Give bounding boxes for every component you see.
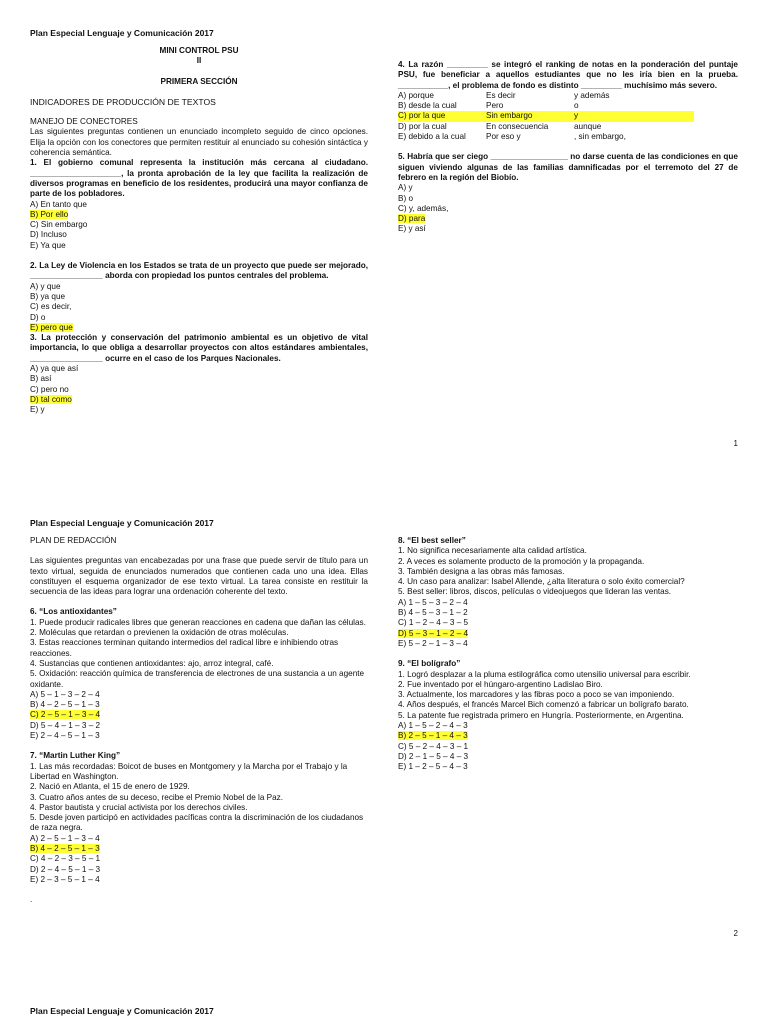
question-9-statement: 3. Actualmente, los marcadores y las fibras poco a poco se van imponiendo.: [398, 690, 675, 700]
option-text: C) 4 – 2 – 3 – 5 – 1: [30, 854, 101, 864]
option-text: A) y que: [30, 281, 61, 291]
question-5-stem: 5. Habría que ser ciego _________________ no darse cuenta de las condiciones en que siguen viviendo algunas de las familias damnificadas por el terremoto del 27 de febrero en la región del Biobío.: [398, 152, 738, 182]
question-5-option: [398, 194, 738, 204]
question-8-statement: 5. Best seller: libros, discos, películas o videojuegos que lideran las ventas.: [398, 587, 672, 597]
question-7-option: [30, 875, 368, 885]
option-text: A) 2 – 5 – 1 – 3 – 4: [30, 833, 100, 843]
option-text: D) para: [398, 214, 426, 224]
page-header: Plan Especial Lenguaje y Comunicación 2017: [30, 1006, 214, 1016]
question-list: [30, 158, 368, 415]
indicators-title: INDICADORES DE PRODUCCIÓN DE TEXTOS: [30, 96, 216, 107]
right-column: [398, 536, 738, 773]
question-4-option-cell: A) porque: [398, 90, 434, 100]
question-8-title: 8. “El best seller”: [398, 536, 466, 545]
question-8-option: [398, 608, 738, 618]
question-2-option: [30, 313, 368, 323]
plan-intro: Las siguientes preguntas van encabezadas por una frase que puede servir de título para un texto virtual, seguida de enunciados numerados que contienen cada uno una idea. Ellas constituyen el esquema organizador de ese texto virtual. La tarea consiste en restituir la secuencia de las ideas para lograr una ordenación coherente del texto.: [30, 556, 368, 597]
option-text: E) 2 – 4 – 5 – 1 – 3: [30, 731, 100, 741]
page-3: [0, 1000, 768, 1024]
doc-roman: II: [196, 56, 202, 66]
question-6-option: [30, 690, 368, 700]
option-text: B) ya que: [30, 291, 66, 301]
question-8-statement: 2. A veces es solamente producto de la promoción y la propaganda.: [398, 556, 645, 566]
option-text: C) 5 – 2 – 4 – 3 – 1: [398, 741, 469, 751]
question-9-option: [398, 731, 738, 741]
question-9-option: [398, 742, 738, 752]
option-text: E) 5 – 2 – 1 – 3 – 4: [398, 638, 468, 648]
question-3-option: [30, 385, 368, 395]
question-2: [30, 251, 368, 333]
manejo-title: MANEJO DE CONECTORES: [30, 117, 138, 127]
question-1-option: [30, 200, 368, 210]
question-8-option: [398, 618, 738, 628]
option-text: A) 1 – 5 – 2 – 4 – 3: [398, 721, 468, 731]
question-1-option: [30, 230, 368, 240]
option-text: E) Ya que: [30, 240, 66, 250]
question-7-statement: 2. Nació en Atlanta, el 15 de enero de 1929.: [30, 782, 190, 792]
question-8-option: [398, 629, 738, 639]
question-1-option: [30, 210, 368, 220]
question-8-option: [398, 598, 738, 608]
question-1-option: [30, 241, 368, 251]
question-9-option: [398, 752, 738, 762]
page-number: 2: [733, 929, 738, 938]
question-6-statement: 1. Puede producir radicales libres que generan reacciones en cadena que dañan las células.: [30, 617, 366, 627]
option-text: D) 5 – 3 – 1 – 2 – 4: [398, 628, 469, 638]
question-7-option: [30, 865, 368, 875]
option-text: D) 2 – 4 – 5 – 1 – 3: [30, 864, 101, 874]
option-text: B) Por ello: [30, 209, 69, 219]
page-header: Plan Especial Lenguaje y Comunicación 2017: [30, 518, 214, 528]
question-4-option-cell: aunque: [574, 121, 602, 131]
option-text: C) 1 – 2 – 4 – 3 – 5: [398, 618, 469, 628]
question-9-option: [398, 721, 738, 731]
option-text: B) 4 – 2 – 5 – 1 – 3: [30, 844, 100, 854]
option-text: A) 5 – 1 – 3 – 2 – 4: [30, 689, 100, 699]
question-9-statement: 2. Fue inventado por el húngaro-argentino Ladislao Biro.: [398, 679, 603, 689]
option-text: B) 4 – 2 – 5 – 1 – 3: [30, 700, 100, 710]
option-text: E) 1 – 2 – 5 – 4 – 3: [398, 762, 468, 772]
option-text: E) pero que: [30, 322, 73, 332]
option-text: D) tal como: [30, 394, 72, 404]
question-9-statement: 4. Años después, el francés Marcel Bich comenzó a fabricar un bolígrafo barato.: [398, 700, 689, 710]
option-text: A) y: [398, 183, 413, 193]
question-5-option: [398, 204, 738, 214]
option-text: C) 2 – 5 – 1 – 3 – 4: [30, 710, 101, 720]
option-text: D) 5 – 4 – 1 – 3 – 2: [30, 720, 101, 730]
question-4-option-cell: o: [574, 101, 579, 111]
question-3-option: [30, 364, 368, 374]
question-3-option: [30, 374, 368, 384]
question-1-stem: 1. El gobierno comunal representa la institución más cercana al ciudadano. ____________________, la pronta aprobación de la ley que facilita la realización de diversos programas en beneficio de los residentes, producirá una mayor confianza de parte de los pobladores.: [30, 158, 368, 199]
left-column: [30, 46, 368, 416]
question-3-option: [30, 405, 368, 415]
question-list-left: [30, 607, 368, 885]
question-7-statement: 4. Pastor bautista y crucial activista por los derechos civiles.: [30, 802, 248, 812]
question-6-title: 6. “Los antioxidantes”: [30, 607, 117, 617]
question-8: [398, 536, 738, 649]
stray-dot: .: [30, 895, 33, 905]
question-2-option: [30, 292, 368, 302]
question-6-statement: 4. Sustancias que contienen antioxidantes: ajo, arroz integral, café.: [30, 658, 274, 668]
question-1-option: [30, 220, 368, 230]
question-8-statement: 4. Un caso para analizar: Isabel Allende, ¿alta literatura o solo éxito comercial?: [398, 577, 685, 587]
question-3-stem: 3. La protección y conservación del patrimonio ambiental es un objetivo de vital importancia, lo que obliga a desarrollar proyectos con altos estándares ambientales, ________________ ocurre en el caso de los Parques Nacionales.: [30, 333, 368, 363]
spacer: [30, 251, 368, 261]
question-4-option-cell: C) por la que: [398, 111, 486, 121]
question-7-statement: 5. Desde joven participó en actividades pacíficas contra la discriminación de los ciudadanos de raza negra.: [30, 813, 364, 833]
page-number: 1: [733, 439, 738, 448]
question-7-option: [30, 834, 368, 844]
question-5-option: [398, 183, 738, 193]
question-4-option-cell: Por eso y: [486, 132, 521, 142]
question-2-option: [30, 282, 368, 292]
spacer: [398, 649, 738, 659]
section-title: PRIMERA SECCIÓN: [160, 76, 238, 86]
option-text: C) es decir,: [30, 302, 72, 312]
question-6-option: [30, 731, 368, 741]
option-text: B) 4 – 5 – 3 – 1 – 2: [398, 608, 468, 618]
option-text: D) Incluso: [30, 230, 67, 240]
question-7: [30, 741, 368, 885]
question-6-option: [30, 710, 368, 720]
option-text: C) y, además,: [398, 203, 449, 213]
spacer: [30, 741, 368, 751]
option-text: A) 1 – 5 – 3 – 2 – 4: [398, 597, 468, 607]
option-text: A) ya que así: [30, 364, 79, 374]
option-text: C) Sin embargo: [30, 220, 88, 230]
option-text: D) o: [30, 312, 46, 322]
question-4-option-cell: y: [574, 111, 694, 121]
question-8-option: [398, 639, 738, 649]
option-text: A) En tanto que: [30, 199, 87, 209]
option-text: E) y: [30, 405, 45, 415]
question-6-option: [30, 700, 368, 710]
option-text: D) 2 – 1 – 5 – 4 – 3: [398, 751, 469, 761]
plan-title: PLAN DE REDACCIÓN: [30, 536, 117, 545]
question-7-title: 7. “Martin Luther King”: [30, 751, 121, 761]
question-9: [398, 649, 738, 772]
question-4-stem: 4. La razón _________ se integró el ranking de notas en la ponderación del puntaje PSU, fue beneficiar a aquellos estudiantes que no les iría bien en la prueba. ___________, el problema de fondo es distinto _________ muchísimo más severo.: [398, 60, 738, 90]
question-4-option-cell: Pero: [486, 101, 504, 111]
instructions: Las siguientes preguntas contienen un enunciado incompleto seguido de cinco opciones. Elija la opción con los conectores que permiten restituir al enunciado su cohesión sintáctica y coherencia semántica.: [30, 127, 368, 158]
option-text: C) pero no: [30, 384, 69, 394]
page-1: [0, 0, 768, 480]
question-list-right: [398, 536, 738, 773]
question-5-option: [398, 224, 738, 234]
question-7-option: [30, 854, 368, 864]
question-9-statement: 1. Logró desplazar a la pluma estilográfica como utensilio universal para escribir.: [398, 669, 691, 679]
question-7-statement: 1. Las más recordadas: Boicot de buses en Montgomery y la Marcha por el Trabajo y la Libertad en Washington.: [30, 761, 348, 781]
question-2-stem: 2. La Ley de Violencia en los Estados se trata de un proyecto que puede ser mejorado, ________________ aborda con propiedad los puntos centrales del problema.: [30, 261, 368, 281]
right-column: [398, 60, 738, 235]
question-4-option-cell: E) debido a la cual: [398, 132, 466, 142]
question-9-statement: 5. La patente fue registrada primero en Hungría. Posteriormente, en Argentina.: [398, 710, 684, 720]
question-4-option-cell: , sin embargo,: [574, 132, 626, 142]
question-4-option-cell: y además: [574, 90, 610, 100]
question-4-option-cell: Es decir: [486, 90, 516, 100]
question-9-option: [398, 762, 738, 772]
question-7-statement: 3. Cuatro años antes de su deceso, recibe el Premio Nobel de la Paz.: [30, 792, 284, 802]
question-9-title: 9. “El bolígrafo”: [398, 659, 461, 669]
question-6-statement: 5. Oxidación: reacción química de transferencia de electrones de una sustancia a un agente oxidante.: [30, 669, 365, 689]
question-4-option-cell: D) por la cual: [398, 121, 447, 131]
question-2-option: [30, 323, 368, 333]
question-5-options: [398, 183, 738, 234]
question-4-options: [398, 91, 738, 142]
question-6-option: [30, 721, 368, 731]
question-3: [30, 333, 368, 415]
option-text: B) 2 – 5 – 1 – 4 – 3: [398, 731, 468, 741]
question-5-option: [398, 214, 738, 224]
question-6-statement: 2. Moléculas que retardan o previenen la oxidación de otras moléculas.: [30, 628, 289, 638]
left-column: [30, 536, 368, 906]
page-header: Plan Especial Lenguaje y Comunicación 2017: [30, 28, 214, 38]
question-2-option: [30, 302, 368, 312]
question-6-statement: 3. Estas reacciones terminan quitando intermedios del radical libre e inhibiendo otras reacciones.: [30, 638, 339, 658]
question-1: [30, 158, 368, 251]
question-8-statement: 1. No significa necesariamente alta calidad artística.: [398, 546, 587, 556]
question-4-option-cell: Sin embargo: [486, 111, 574, 121]
question-6: [30, 607, 368, 741]
question-4-option-cell: B) desde la cual: [398, 101, 457, 111]
question-8-statement: 3. También designa a las obras más famosas.: [398, 566, 565, 576]
doc-title: MINI CONTROL PSU: [159, 46, 239, 55]
question-7-option: [30, 844, 368, 854]
question-4-option-cell: En consecuencia: [486, 121, 549, 131]
question-3-option: [30, 395, 368, 405]
option-text: E) y así: [398, 224, 426, 234]
option-text: B) o: [398, 193, 414, 203]
page-2: [0, 500, 768, 960]
option-text: E) 2 – 3 – 5 – 1 – 4: [30, 874, 100, 884]
option-text: B) así: [30, 374, 52, 384]
